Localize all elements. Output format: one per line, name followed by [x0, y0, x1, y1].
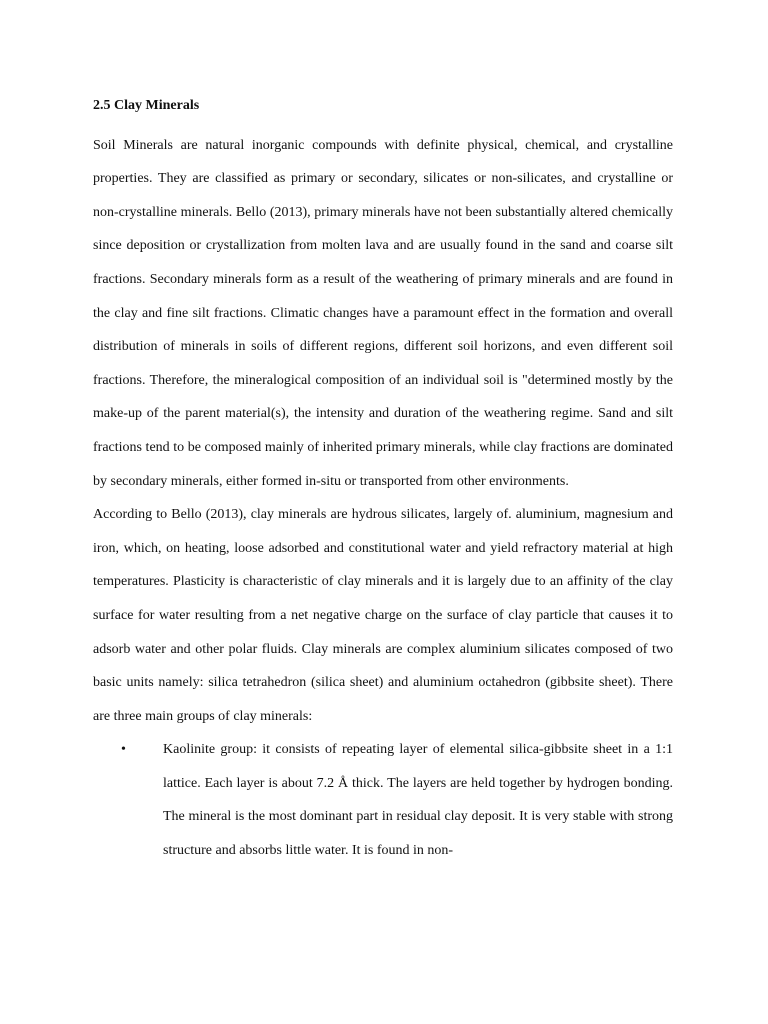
document-page [93, 95, 673, 868]
clay-groups-list [93, 733, 673, 867]
section-heading: 2.5 Clay Minerals [93, 98, 200, 113]
paragraph-clay-minerals: According to Bello (2013), clay minerals are hydrous silicates, largely of. aluminium, magnesium and iron, which, on heating, loose adsorbed and constitutional water and yield refractory material at high temperatures. Plasticity is characteristic of clay minerals and it is largely due to an affinity of the clay surface for water resulting from a net negative charge on the surface of clay particle that causes it to adsorb water and other polar fluids. Clay minerals are complex aluminium silicates composed of two basic units namely: silica tetrahedron (silica sheet) and aluminium octahedron (gibbsite sheet). There are three main groups of clay minerals: [93, 507, 673, 724]
paragraph-soil-minerals: Soil Minerals are natural inorganic compounds with definite physical, chemical, and crystalline properties. They are classified as primary or secondary, silicates or non-silicates, and crystalline or non-crystalline minerals. Bello (2013), primary minerals have not been substantially altered chemically since deposition or crystallization from molten lava and are usually found in the sand and coarse silt fractions. Secondary minerals form as a result of the weathering of primary minerals and are found in the clay and fine silt fractions. Climatic changes have a paramount effect in the formation and overall distribution of minerals in soils of different regions, different soil horizons, and even different soil fractions. Therefore, the mineralogical composition of an individual soil is "determined mostly by the make-up of the parent material(s), the intensity and duration of the weathering regime. Sand and silt fractions tend to be composed mainly of inherited primary minerals, while clay fractions are dominated by secondary minerals, either formed in-situ or transported from other environments. [93, 137, 673, 489]
list-item-kaolinite [93, 733, 673, 867]
bullet-icon: • [121, 742, 126, 758]
list-item-text: Kaolinite group: it consists of repeating layer of elemental silica-gibbsite sheet in a 1:1 lattice. Each layer is about 7.2 Å thick. The layers are held together by hydrogen bonding. The mineral is the most dominant part in residual clay deposit. It is very stable with strong structure and absorbs little water. It is found in non- [163, 742, 673, 859]
